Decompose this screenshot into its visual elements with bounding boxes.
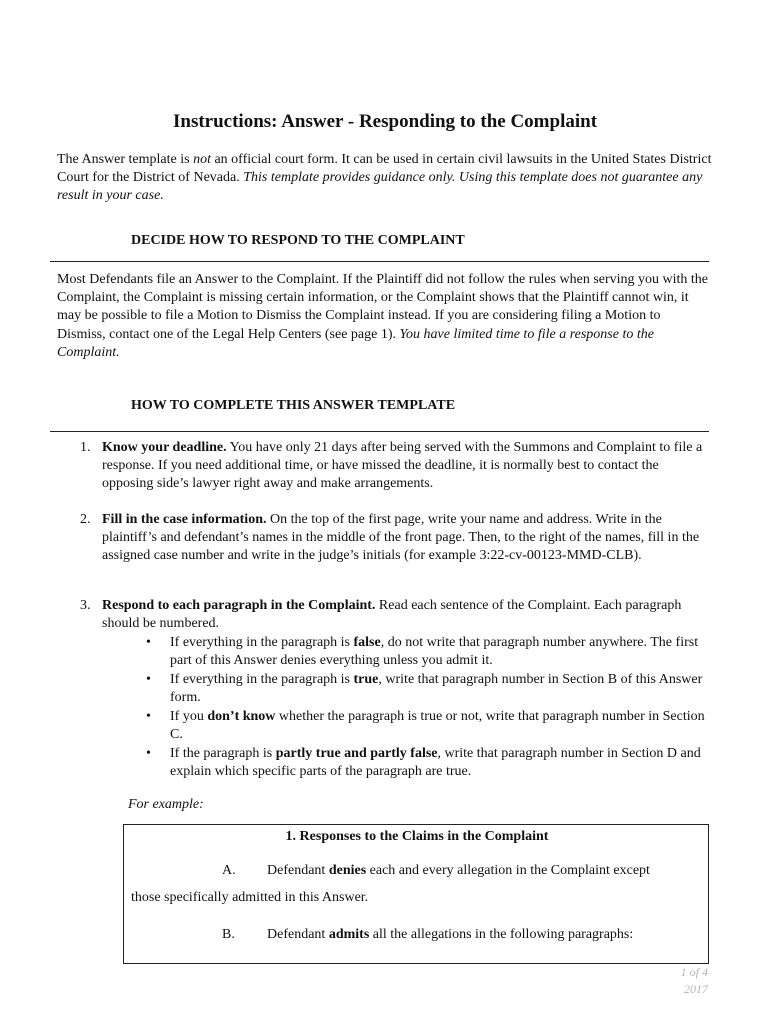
bullet-text: If everything in the paragraph is xyxy=(170,672,354,687)
example-label-a: A. xyxy=(222,863,236,878)
section-heading-complete: HOW TO COMPLETE THIS ANSWER TEMPLATE xyxy=(131,398,456,413)
example-line-a xyxy=(267,863,650,879)
intro-paragraph xyxy=(57,151,712,206)
bullet-text: If everything in the paragraph is xyxy=(170,635,354,650)
section-heading-decide: DECIDE HOW TO RESPOND TO THE COMPLAINT xyxy=(131,233,465,248)
intro-italic-note: This template provides guidance only. Using this template does not guarantee any result in your case. xyxy=(57,170,703,204)
intro-emphasis: not xyxy=(193,152,211,167)
bullet-text: , write that paragraph number in Section D and explain which specific parts of the paragraph are true. xyxy=(170,746,701,780)
section-divider xyxy=(50,261,709,262)
example-text: each and every allegation in the Complaint except xyxy=(366,863,650,878)
bullet-icon: • xyxy=(146,746,151,761)
list-item-title: Respond to each paragraph in the Complaint. xyxy=(102,598,376,613)
list-item-deadline xyxy=(80,439,710,494)
list-item-respond xyxy=(80,597,710,634)
example-line-b xyxy=(267,927,633,943)
example-box xyxy=(123,824,709,964)
page-title: Instructions: Answer - Responding to the Complaint xyxy=(172,111,598,132)
list-item-text: Read each sentence of the Complaint. Each paragraph should be numbered. xyxy=(102,598,682,632)
list-number: 2. xyxy=(80,512,91,527)
example-text: all the allegations in the following paragraphs: xyxy=(369,927,634,942)
bullet-emphasis: true xyxy=(353,672,379,687)
example-label: For example: xyxy=(128,797,204,812)
bullet-text: , do not write that paragraph number anywhere. The first part of this Answer denies everything unless you admit it. xyxy=(170,635,699,669)
intro-text: The Answer template is xyxy=(57,152,194,167)
example-box-title: 1. Responses to the Claims in the Complaint xyxy=(285,829,549,844)
intro-text-2: an official court form. It can be used in certain civil lawsuits in the United States District Court for the District of Nevada. xyxy=(57,152,712,186)
bullet-text: whether the paragraph is true or not, write that paragraph number in Section C. xyxy=(170,709,705,743)
footer-year: 2017 xyxy=(684,982,708,996)
example-emphasis: denies xyxy=(328,863,367,878)
bullet-text: , write that paragraph number in Section B of this Answer form. xyxy=(170,672,703,706)
bullet-icon: • xyxy=(146,709,151,724)
example-text: Defendant xyxy=(267,863,329,878)
list-item-title: Fill in the case information. xyxy=(102,512,267,527)
bullet-text: If the paragraph is xyxy=(170,746,276,761)
example-emphasis: admits xyxy=(328,927,370,942)
list-number: 3. xyxy=(80,598,91,613)
bullet-icon: • xyxy=(146,635,151,650)
bullet-icon: • xyxy=(146,672,151,687)
list-number: 1. xyxy=(80,440,91,455)
section1-text: Most Defendants file an Answer to the Complaint. If the Plaintiff did not follow the rules when serving you with the Complaint, the Complaint is missing certain information, or the Complaint shows that the Plaintiff cannot win, it may be possible to file a Motion to Dismiss the Complaint instead. If you are considering filing a Motion to Dismiss, contact one of the Legal Help Centers (see page 1). xyxy=(57,272,709,342)
list-item-text: You have only 21 days after being served with the Summons and Complaint to file a response. If you need additional time, or have missed the deadline, it is normally best to contact the opposing side’s lawyer right away and make arrangements. xyxy=(102,440,703,492)
bullet-text: If you xyxy=(170,709,208,724)
list-item-text: On the top of the first page, write your name and address. Write in the plaintiff’s and defendant’s names in the middle of the front page. Then, to the right of the names, fill in the assigned case number and write in the judge’s initials (for example 3:22-cv-00123-MMD-CLB). xyxy=(102,512,700,564)
example-text: Defendant xyxy=(267,927,329,942)
section1-paragraph xyxy=(57,271,712,362)
section1-italic-note: You have limited time to file a response to the Complaint. xyxy=(57,326,654,360)
list-item-case-info xyxy=(80,511,710,584)
bullet-emphasis: don’t know xyxy=(207,709,276,724)
section-divider xyxy=(50,431,709,432)
list-item-title: Know your deadline. xyxy=(102,440,227,455)
example-label-b: B. xyxy=(222,927,235,942)
bullet-emphasis: partly true and partly false xyxy=(275,746,438,761)
page-number: 1 of 4 xyxy=(680,965,708,979)
bullet-emphasis: false xyxy=(353,635,381,650)
example-line-a-cont: those specifically admitted in this Answer. xyxy=(131,890,369,905)
